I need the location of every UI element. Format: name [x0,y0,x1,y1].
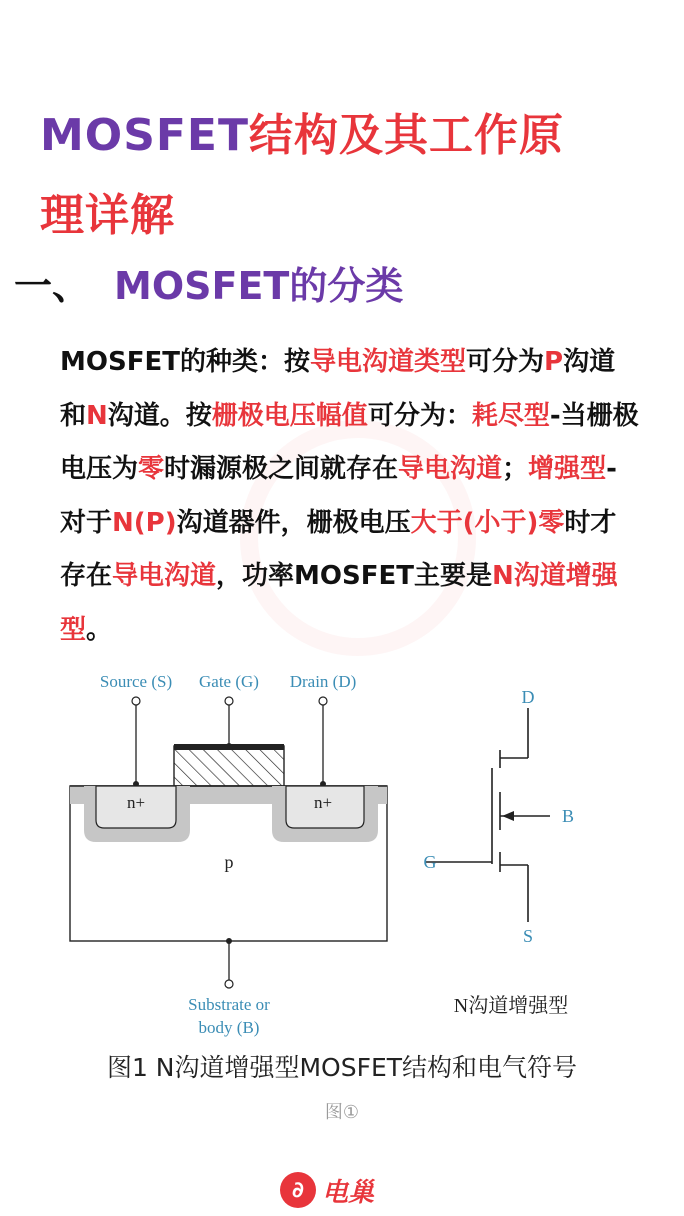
symbol-source: S [522,926,534,946]
figure-number: 图① [324,1102,360,1123]
section-heading [14,258,403,314]
classification-paragraph [60,336,640,658]
highlight-text: 大于(小于) [410,507,539,538]
highlight-text: 导电沟道类型 [309,347,466,377]
body-text: 时才存在 [60,507,617,592]
logo-icon: ∂ [280,1172,316,1208]
substrate-label-line1: Substrate or [188,995,270,1014]
body-text: MOSFET的种类：按 [60,347,310,377]
body-text: 沟道和 [60,347,616,431]
highlight-text: N [86,400,108,431]
brand-logo [280,1170,410,1210]
title-part-explain: 理详解 [40,190,175,241]
mosfet-diagram [0,660,684,1060]
body-text: 沟道器件，栅极电压 [176,507,411,538]
n-plus-right-label: n+ [313,793,333,812]
highlight-text: N(P) [112,507,177,538]
figure-caption: 图1 N沟道增强型MOSFET结构和电气符号 [106,1053,578,1082]
substrate-label-line2: body (B) [198,1018,260,1037]
title-part-structure: 结构及其工作原 [249,110,565,161]
body-text: -对于 [60,454,617,538]
highlight-text: 导电沟道 [398,454,503,485]
drain-label: Drain (D) [289,672,357,691]
body-text: 可分为 [465,347,544,377]
section-title: MOSFET的分类 [114,264,404,308]
highlight-text: 栅极电压幅值 [211,400,368,431]
symbol-drain: D [521,687,535,707]
highlight-text: N沟道增强型 [60,561,618,645]
n-plus-left-label: n+ [126,793,146,812]
body-text: 可分为： [367,400,472,431]
nmos-symbol [425,708,550,922]
p-label: p [224,852,234,872]
body-text: -当栅极电压为 [60,400,639,485]
page-title [40,96,660,256]
symbol-caption: N沟道增强型 [453,995,569,1017]
highlight-text: 零 [138,454,165,485]
title-part-mosfet: MOSFET [40,110,250,161]
highlight-text: 增强型 [528,454,607,485]
body-text: 沟道。按 [107,400,212,431]
body-text: ，功率MOSFET主要是 [216,561,492,592]
body-text: 。 [86,614,113,645]
highlight-text: 耗尽型 [471,400,550,431]
gate-electrode [174,746,284,786]
source-label: Source (S) [99,672,173,691]
body-text: ； [502,454,529,485]
body-text: 时漏源极之间就存在 [164,454,399,485]
symbol-gate: G [423,852,437,872]
logo-text: 电巢 [322,1177,375,1208]
highlight-text: 导电沟道 [112,561,217,592]
highlight-text: 零 [538,507,565,538]
symbol-body: B [561,806,575,826]
gate-label: Gate (G) [199,672,259,691]
mosfet-figure [0,660,684,1100]
section-number: 一、 [14,264,91,308]
highlight-text: P [544,347,564,377]
